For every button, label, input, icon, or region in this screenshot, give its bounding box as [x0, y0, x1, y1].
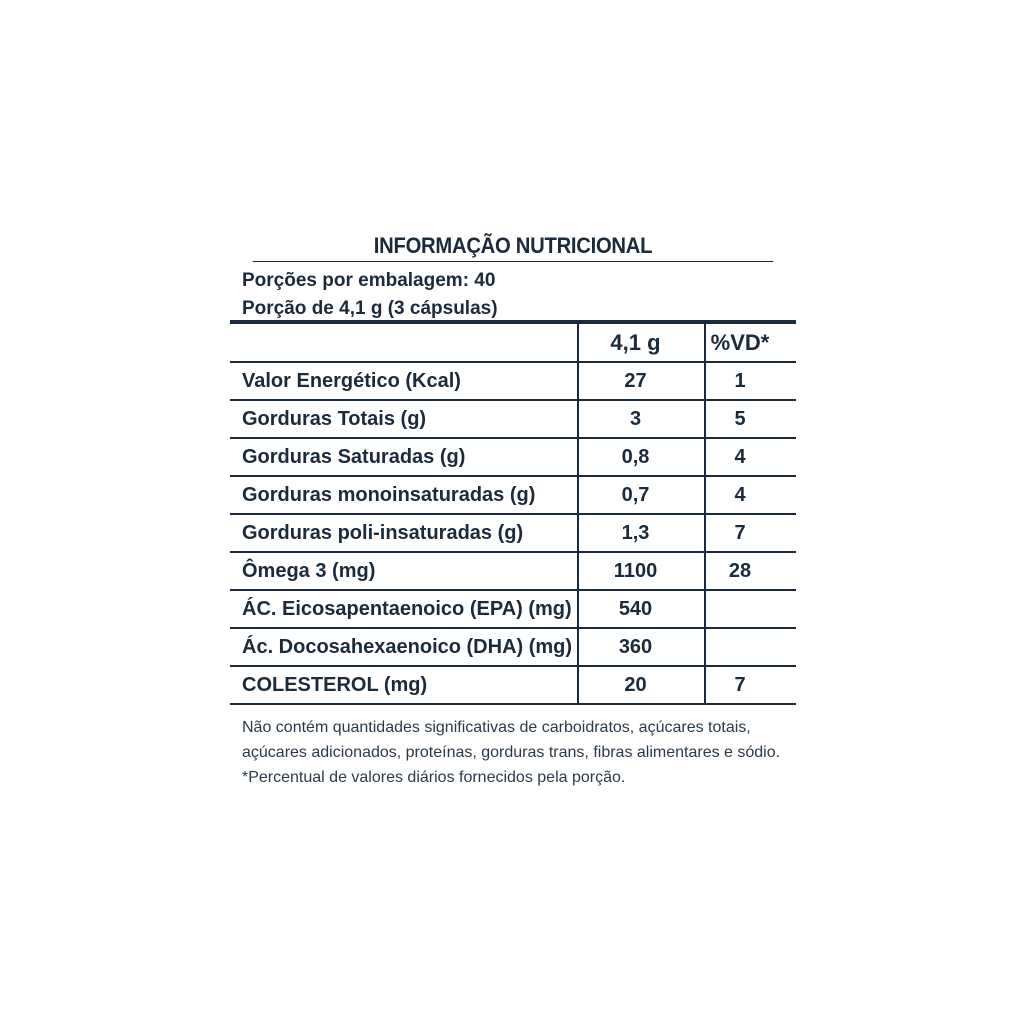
row-name: Ômega 3 (mg) [230, 552, 578, 590]
row-amount: 27 [624, 369, 647, 392]
row-amount-cell [578, 438, 705, 476]
portions-per-package: Porções por embalagem: 40 [242, 270, 496, 291]
row-name: COLESTEROL (mg) [230, 666, 578, 704]
row-amount: 3 [629, 407, 642, 430]
table-row [230, 400, 796, 438]
header-name-cell [230, 324, 578, 362]
nutrition-facts-panel [230, 230, 796, 790]
header-amount-cell [578, 324, 705, 362]
row-amount: 1,3 [621, 521, 650, 544]
row-vd-cell [705, 438, 796, 476]
row-vd: 28 [728, 559, 752, 582]
table-row [230, 476, 796, 514]
row-amount: 540 [618, 597, 653, 620]
table-row [230, 552, 796, 590]
table-header-row [230, 324, 796, 362]
header-vd-label: %VD* [710, 329, 770, 355]
row-vd: 4 [734, 445, 746, 468]
row-vd-cell [705, 400, 796, 438]
footnote-line: Não contém quantidades significativas de carboidratos, açúcares totais, [242, 719, 751, 736]
serving-size: Porção de 4,1 g (3 cápsulas) [242, 298, 498, 319]
row-vd-cell [705, 362, 796, 400]
row-name: Valor Energético (Kcal) [230, 362, 578, 400]
table-row [230, 362, 796, 400]
row-name: Gorduras poli-insaturadas (g) [230, 514, 578, 552]
row-amount: 360 [618, 635, 653, 658]
row-name: ÁC. Eicosapentaenoico (EPA) (mg) [230, 590, 578, 628]
row-amount-cell [578, 552, 705, 590]
row-vd-cell [705, 476, 796, 514]
table-row [230, 438, 796, 476]
table-row [230, 628, 796, 666]
row-amount: 0,7 [621, 483, 650, 506]
header-amount-label: 4,1 g [610, 329, 661, 355]
footnote-line: açúcares adicionados, proteínas, gorduras trans, fibras alimentares e sódio. [242, 744, 781, 761]
footnote-line: *Percentual de valores diários fornecidos pela porção. [242, 769, 626, 786]
row-amount-cell [578, 666, 705, 704]
row-vd-cell [705, 666, 796, 704]
row-amount: 0,8 [621, 445, 650, 468]
table-row [230, 514, 796, 552]
portions-info [230, 262, 796, 324]
nutrition-title: INFORMAÇÃO NUTRICIONAL [253, 230, 774, 262]
row-name: Ác. Docosahexaenoico (DHA) (mg) [230, 628, 578, 666]
row-amount: 1100 [613, 559, 658, 582]
row-amount: 20 [624, 673, 647, 696]
row-amount-cell [578, 628, 705, 666]
row-vd: 7 [734, 673, 746, 696]
row-vd-cell [705, 514, 796, 552]
header-vd-cell [705, 324, 796, 362]
row-vd: 1 [734, 369, 746, 392]
footnote [230, 705, 796, 790]
row-amount-cell [578, 514, 705, 552]
row-vd-cell [705, 628, 796, 666]
table-row [230, 590, 796, 628]
row-vd: 7 [734, 521, 746, 544]
row-vd-cell [705, 552, 796, 590]
row-vd: 5 [734, 407, 746, 430]
table-row [230, 666, 796, 704]
row-amount-cell [578, 476, 705, 514]
row-name: Gorduras monoinsaturadas (g) [230, 476, 578, 514]
row-amount-cell [578, 400, 705, 438]
nutrition-table [230, 324, 796, 705]
row-name: Gorduras Saturadas (g) [230, 438, 578, 476]
row-name: Gorduras Totais (g) [230, 400, 578, 438]
row-vd: 4 [734, 483, 746, 506]
row-amount-cell [578, 362, 705, 400]
row-vd-cell [705, 590, 796, 628]
row-amount-cell [578, 590, 705, 628]
